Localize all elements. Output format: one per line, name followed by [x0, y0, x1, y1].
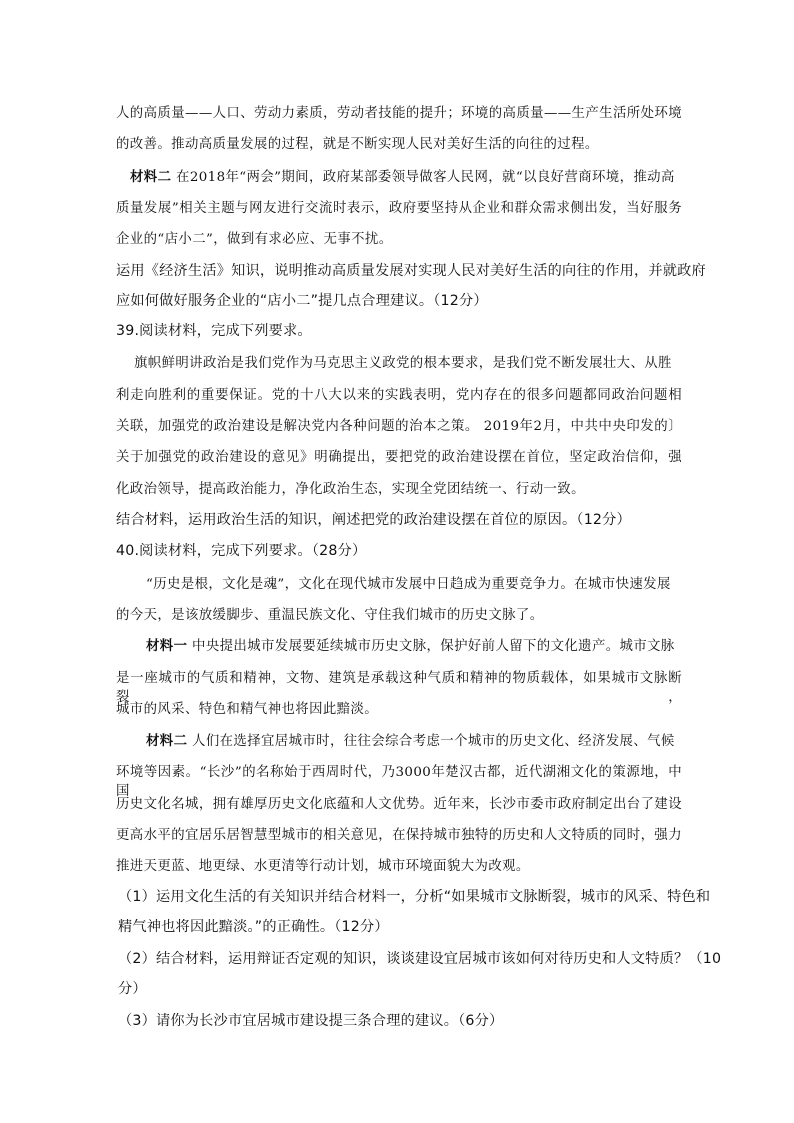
question-line: 运用《经济生活》知识，说明推动高质量发展对实现人民对美好生活的向往的作用，并就政府 — [116, 263, 706, 279]
text-line: 历史文化名城，拥有雄厚历史文化底蕴和人文优势。近年来，长沙市委市政府制定出台了建设 — [116, 797, 682, 812]
text-line: 质量发展”相关主题与网友进行交流时表示，政府要坚持从企业和群众需求侧出发，当好服务 — [116, 201, 682, 216]
text-line: 关联，加强党的政治建设是解决党内各种问题的治本之策。 2019年2月，中共中央印发的〕 — [116, 419, 682, 434]
material-paragraph — [146, 730, 675, 749]
material-label: 材料二 — [146, 733, 188, 749]
material-label: 材料一 — [146, 638, 188, 654]
material-label: 材料二 — [130, 169, 172, 185]
text-line: 的改善。推动高质量发展的过程，就是不断实现人民对美好生活的向往的过程。 — [116, 137, 599, 152]
text-line: 城市的风采、特色和精气神也将因此黯淡。 — [116, 702, 379, 717]
text-line: “历史是根，文化是魂”，文化在现代城市发展中日趋成为重要竞争力。在城市快速发展 — [146, 577, 671, 592]
question-line: 应如何做好服务企业的“店小二”提几点合理建议。（12分） — [116, 293, 488, 309]
text-line: 是一座城市的气质和精神，文物、建筑是承载这种气质和精神的物质载体，如果城市文脉断裂， — [116, 671, 682, 705]
subquestion-2: （2）结合材料，运用辩证否定观的知识，谈谈建设宜居城市该如何对待历史和人文特质？（10 — [118, 951, 722, 967]
text-line: 企业的“店小二”，做到有求必应、无事不扰。 — [116, 232, 393, 247]
text-line: 推进天更蓝、地更绿、水更清等行动计划，城市环境面貌大为改观。 — [116, 859, 530, 874]
question-heading-40: 40.阅读材料，完成下列要求。（28分） — [116, 543, 367, 559]
subquestion-1: （1）运用文化生活的有关知识并结合材料一，分析“如果城市文脉断裂，城市的风采、特色和 — [118, 889, 711, 905]
text-line: 旗帜鲜明讲政治是我们党作为马克思主义政党的根本要求，是我们党不断发展壮大、从胜 — [134, 356, 672, 371]
text-line: 利走向胜利的重要保证。党的十八大以来的实践表明，党内存在的很多问题都同政治问题相 — [116, 388, 682, 403]
text-line: 化政治领导，提高政治能力，净化政治生态，实现全党团结统一、行动一致。 — [116, 482, 585, 497]
text-line: 在2018年“两会”期间，政府某部委领导做客人民网，就“以良好营商环境，推动高 — [176, 170, 675, 185]
material-paragraph — [130, 166, 675, 185]
question-heading-39: 39.阅读材料，完成下列要求。 — [116, 323, 312, 339]
question-line: 结合材料，运用政治生活的知识，阐述把党的政治建设摆在首位的原因。（12分） — [116, 512, 631, 528]
subquestion-1-cont: 精气神也将因此黯淡。”的正确性。（12分） — [118, 919, 389, 935]
subquestion-2-cont: 分） — [118, 981, 147, 997]
subquestion-3: （3）请你为长沙市宜居城市建设提三条合理的建议。（6分） — [118, 1013, 504, 1029]
text-line: 的今天，是该放缓脚步、重温民族文化、守住我们城市的历史文脉了。 — [116, 608, 544, 623]
material-paragraph — [146, 635, 675, 654]
text-line: 更高水平的宜居乐居智慧型城市的相关意见，在保持城市独特的历史和人文特质的同时，强力 — [116, 828, 682, 843]
text-line: 中央提出城市发展要延续城市历史文脉，保护好前人留下的文化遗产。城市文脉 — [192, 639, 675, 654]
text-line: 关于加强党的政治建设的意见》明确提出，要把党的政治建设摆在首位，坚定政治信仰，强 — [116, 450, 682, 465]
text-line: 人们在选择宜居城市时，往往会综合考虑一个城市的历史文化、经济发展、气候 — [192, 734, 675, 749]
text-line: 环境等因素。“长沙”的名称始于西周时代，乃3000年楚汉古都，近代湖湘文化的策源地，中国 — [116, 765, 682, 799]
text-line: 人的高质量——人口、劳动力素质，劳动者技能的提升；环境的高质量——生产生活所处环境 — [116, 106, 682, 121]
